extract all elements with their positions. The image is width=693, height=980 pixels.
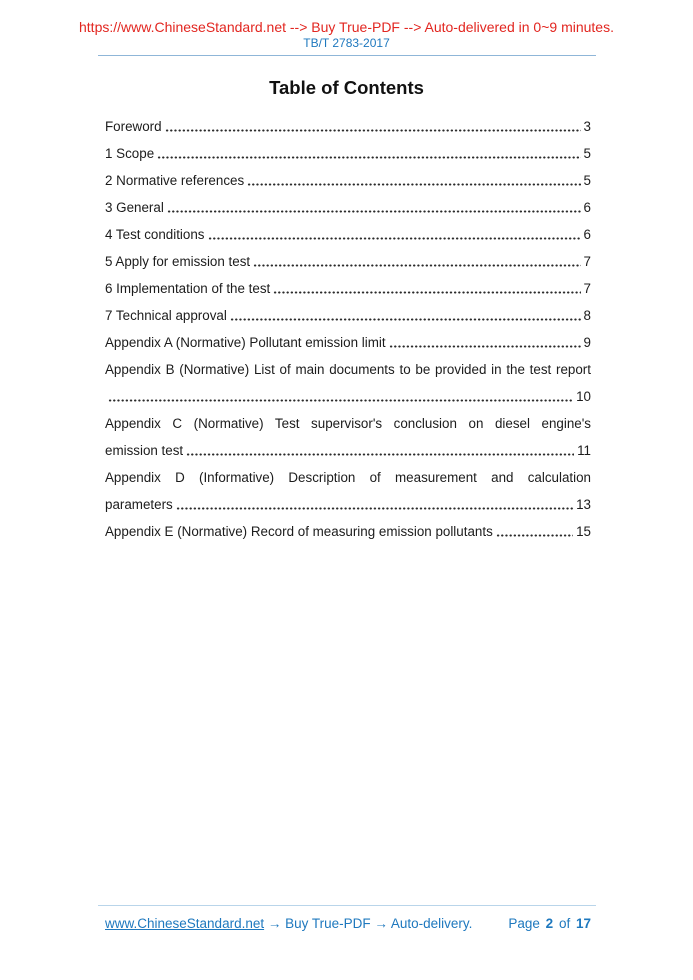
toc-dot-leader [247, 167, 580, 194]
toc-entry-label: 1 Scope [105, 146, 155, 161]
toc-page-number: 13 [576, 497, 591, 512]
toc-dot-leader [208, 221, 581, 248]
promo-banner-link[interactable]: https://www.ChineseStandard.net --> Buy True-PDF --> Auto-delivered in 0~9 minutes. [79, 19, 614, 35]
toc-page-number: 7 [583, 281, 591, 296]
toc-entry [105, 383, 591, 410]
toc-entry-label: 7 Technical approval [105, 308, 227, 323]
toc-entry [105, 491, 591, 518]
toc-entry [105, 302, 591, 329]
toc-entry: Appendix C (Normative) Test supervisor's conclusion on diesel engine's [105, 416, 591, 431]
toc-page-number: 5 [583, 173, 591, 188]
toc-entry: Appendix B (Normative) List of main documents to be provided in the test report [105, 362, 591, 377]
table-of-contents [105, 113, 591, 545]
footer-left [105, 915, 472, 933]
toc-entry [105, 140, 591, 167]
footer-divider [98, 905, 596, 906]
toc-dot-leader [496, 518, 573, 545]
header-divider [98, 55, 596, 56]
toc-page-number: 6 [583, 200, 591, 215]
toc-entry-label: parameters [105, 497, 173, 512]
toc-page-number: 9 [583, 335, 591, 350]
toc-dot-leader [186, 437, 574, 464]
toc-entry [105, 437, 591, 464]
toc-page-number: 3 [583, 119, 591, 134]
standard-code: TB/T 2783-2017 [303, 36, 390, 50]
page-footer [105, 915, 591, 933]
toc-entry [105, 275, 591, 302]
toc-page-number: 8 [583, 308, 591, 323]
toc-entry-label: 5 Apply for emission test [105, 254, 251, 269]
toc-entry [105, 248, 591, 275]
toc-entry [105, 194, 591, 221]
toc-entry [105, 221, 591, 248]
toc-entry-label: 4 Test conditions [105, 227, 205, 242]
toc-dot-leader [176, 491, 573, 518]
toc-dot-leader [389, 329, 581, 356]
toc-entry-label: emission test [105, 443, 184, 458]
toc-dot-leader [167, 194, 581, 221]
toc-entry [105, 518, 591, 545]
toc-entry [105, 329, 591, 356]
toc-entry-label: Foreword [105, 119, 162, 134]
toc-dot-leader [253, 248, 580, 275]
toc-entry-label: 6 Implementation of the test [105, 281, 271, 296]
toc-entry-label: Appendix E (Normative) Record of measuring emission pollutants [105, 524, 493, 539]
toc-dot-leader [230, 302, 581, 329]
toc-entry-label: 3 General [105, 200, 164, 215]
toc-entry [105, 113, 591, 140]
current-page-number: 2 [545, 916, 554, 931]
page-title: Table of Contents [269, 77, 424, 98]
toc-page-number: 15 [576, 524, 591, 539]
footer-tagline: → Buy True-PDF → Auto-delivery. [267, 916, 473, 931]
page-indicator-of-label: of [558, 916, 571, 931]
page-indicator [508, 915, 591, 933]
toc-entry-label: Appendix A (Normative) Pollutant emission limit [105, 335, 386, 350]
total-pages-number: 17 [575, 916, 591, 931]
toc-entry-label: 2 Normative references [105, 173, 245, 188]
toc-page-number: 7 [583, 254, 591, 269]
toc-page-number: 6 [583, 227, 591, 242]
footer-site-link[interactable]: www.ChineseStandard.net [105, 916, 265, 931]
page-indicator-label: Page [508, 916, 540, 931]
toc-page-number: 5 [583, 146, 591, 161]
toc-dot-leader [165, 113, 581, 140]
toc-dot-leader [157, 140, 580, 167]
toc-page-number: 10 [576, 389, 591, 404]
toc-entry [105, 167, 591, 194]
toc-page-number: 11 [577, 443, 591, 458]
toc-entry: Appendix D (Informative) Description of measurement and calculation [105, 470, 591, 485]
toc-dot-leader [273, 275, 580, 302]
toc-dot-leader [108, 383, 573, 410]
